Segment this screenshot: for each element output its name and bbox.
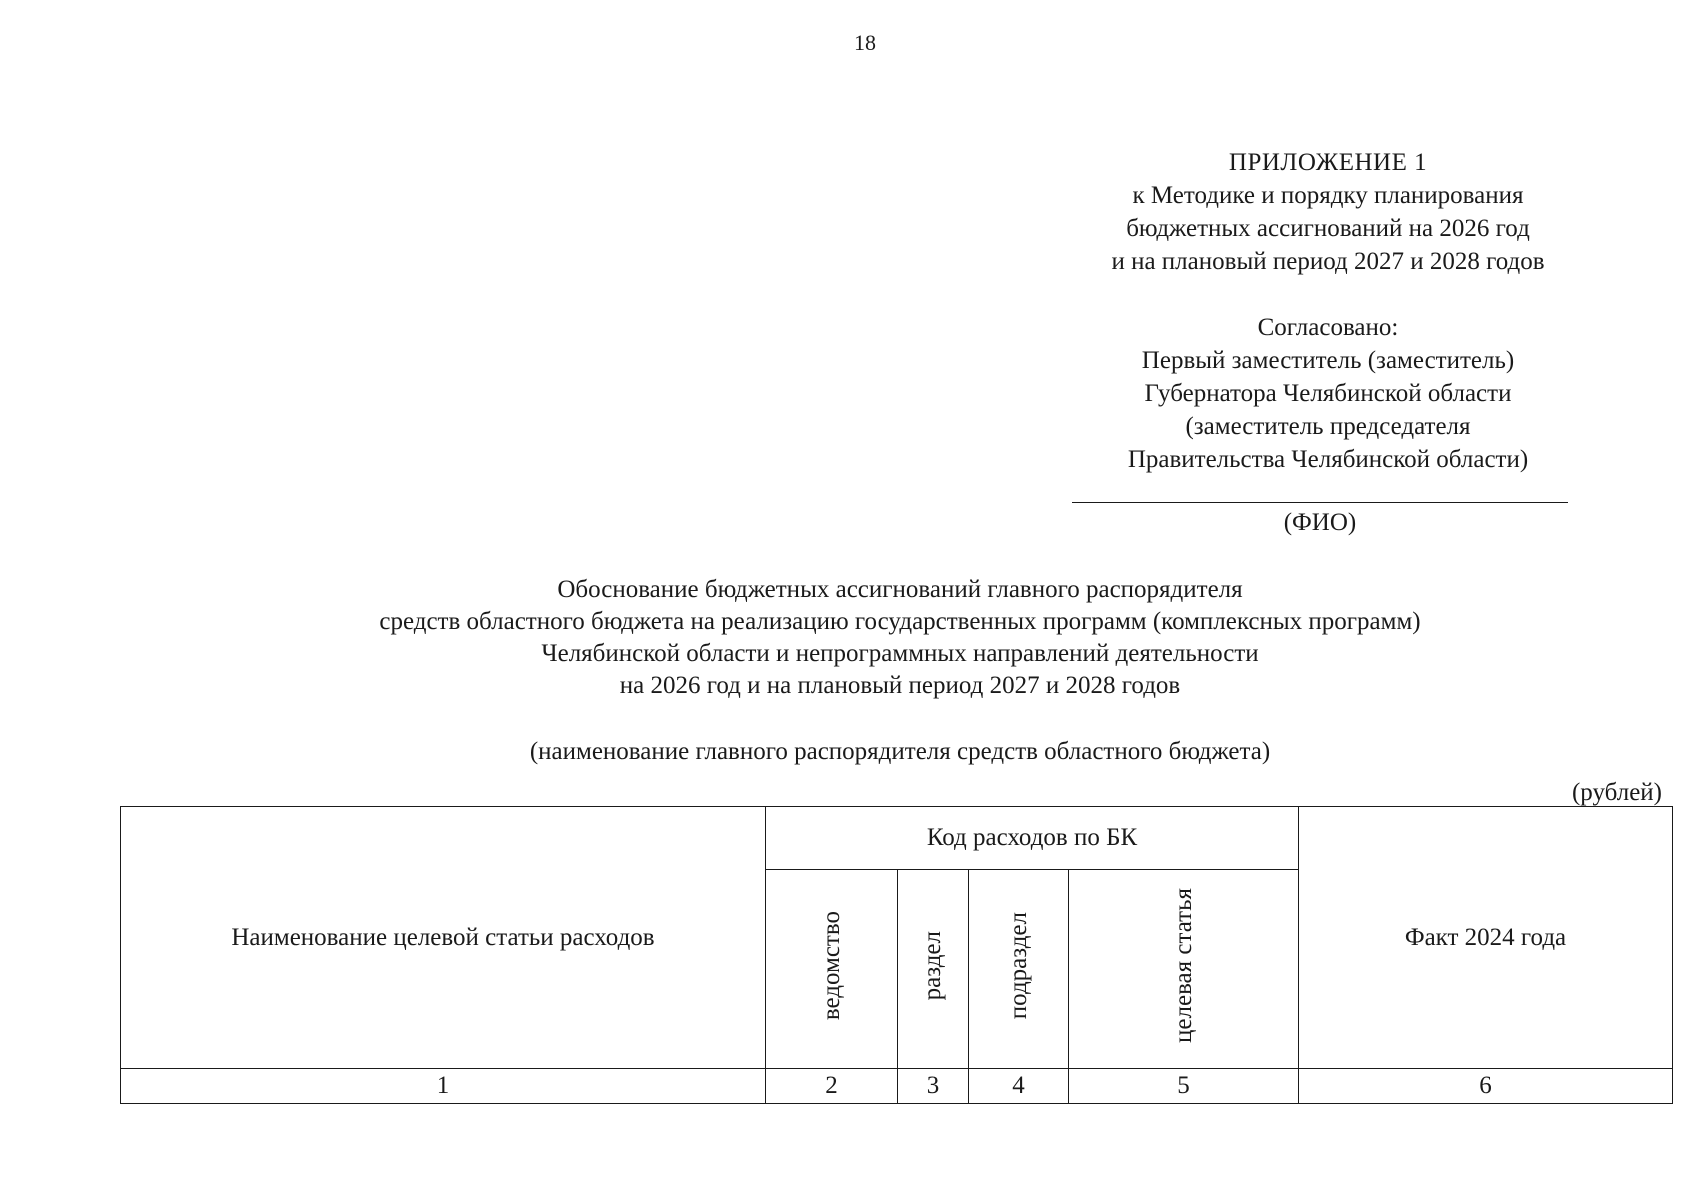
appendix-title: ПРИЛОЖЕНИЕ 1 (1228, 149, 1428, 176)
units-label: (рублей) (1571, 779, 1662, 806)
header-target-article-cell (1069, 870, 1299, 1069)
header-department-cell (766, 870, 898, 1069)
approval-line: Первый заместитель (заместитель) (1141, 347, 1515, 374)
signature-line (1072, 502, 1568, 503)
approval-line: Губернатора Челябинской области (1144, 380, 1512, 407)
column-number: 6 (1299, 1069, 1673, 1104)
header-subsection: подраздел (1004, 911, 1032, 1020)
approval-heading: Согласовано: (1257, 314, 1399, 341)
budget-table (120, 806, 1673, 1104)
document-title-line: средств областного бюджета на реализацию государственных программ (комплексных программ) (379, 608, 1421, 635)
header-target-article: целевая статья (1169, 888, 1197, 1043)
table-header-row (121, 807, 1673, 870)
appendix-line: бюджетных ассигнований на 2026 год (1126, 215, 1530, 242)
column-number: 4 (969, 1069, 1069, 1104)
appendix-line: к Методике и порядку планирования (1132, 182, 1524, 209)
header-section-cell (898, 870, 969, 1069)
document-title (150, 574, 1650, 702)
approval-block (1068, 311, 1588, 476)
document-title-line: Челябинской области и непрограммных направлений деятельности (541, 640, 1259, 667)
column-number: 1 (121, 1069, 766, 1104)
column-number: 5 (1069, 1069, 1299, 1104)
approval-line: Правительства Челябинской области) (1127, 446, 1529, 473)
document-title-line: Обоснование бюджетных ассигнований главного распорядителя (557, 576, 1243, 603)
approval-line: (заместитель председателя (1185, 413, 1471, 440)
appendix-line: и на плановый период 2027 и 2028 годов (1111, 248, 1545, 275)
org-name-caption: (наименование главного распорядителя средств областного бюджета) (529, 738, 1271, 765)
column-number: 3 (898, 1069, 969, 1104)
header-department: ведомство (817, 910, 845, 1021)
column-number: 2 (766, 1069, 898, 1104)
appendix-block (1068, 146, 1588, 278)
header-budget-code-group: Код расходов по БК (766, 807, 1299, 870)
document-title-line: на 2026 год и на плановый период 2027 и 2028 годов (619, 672, 1181, 699)
header-section: раздел (919, 930, 946, 1001)
header-fact-2024: Факт 2024 года (1299, 807, 1673, 1069)
table-row (121, 1069, 1673, 1104)
fio-label: (ФИО) (1283, 509, 1357, 536)
page-number: 18 (854, 30, 876, 55)
header-target-item-name: Наименование целевой статьи расходов (121, 807, 766, 1069)
header-subsection-cell (969, 870, 1069, 1069)
